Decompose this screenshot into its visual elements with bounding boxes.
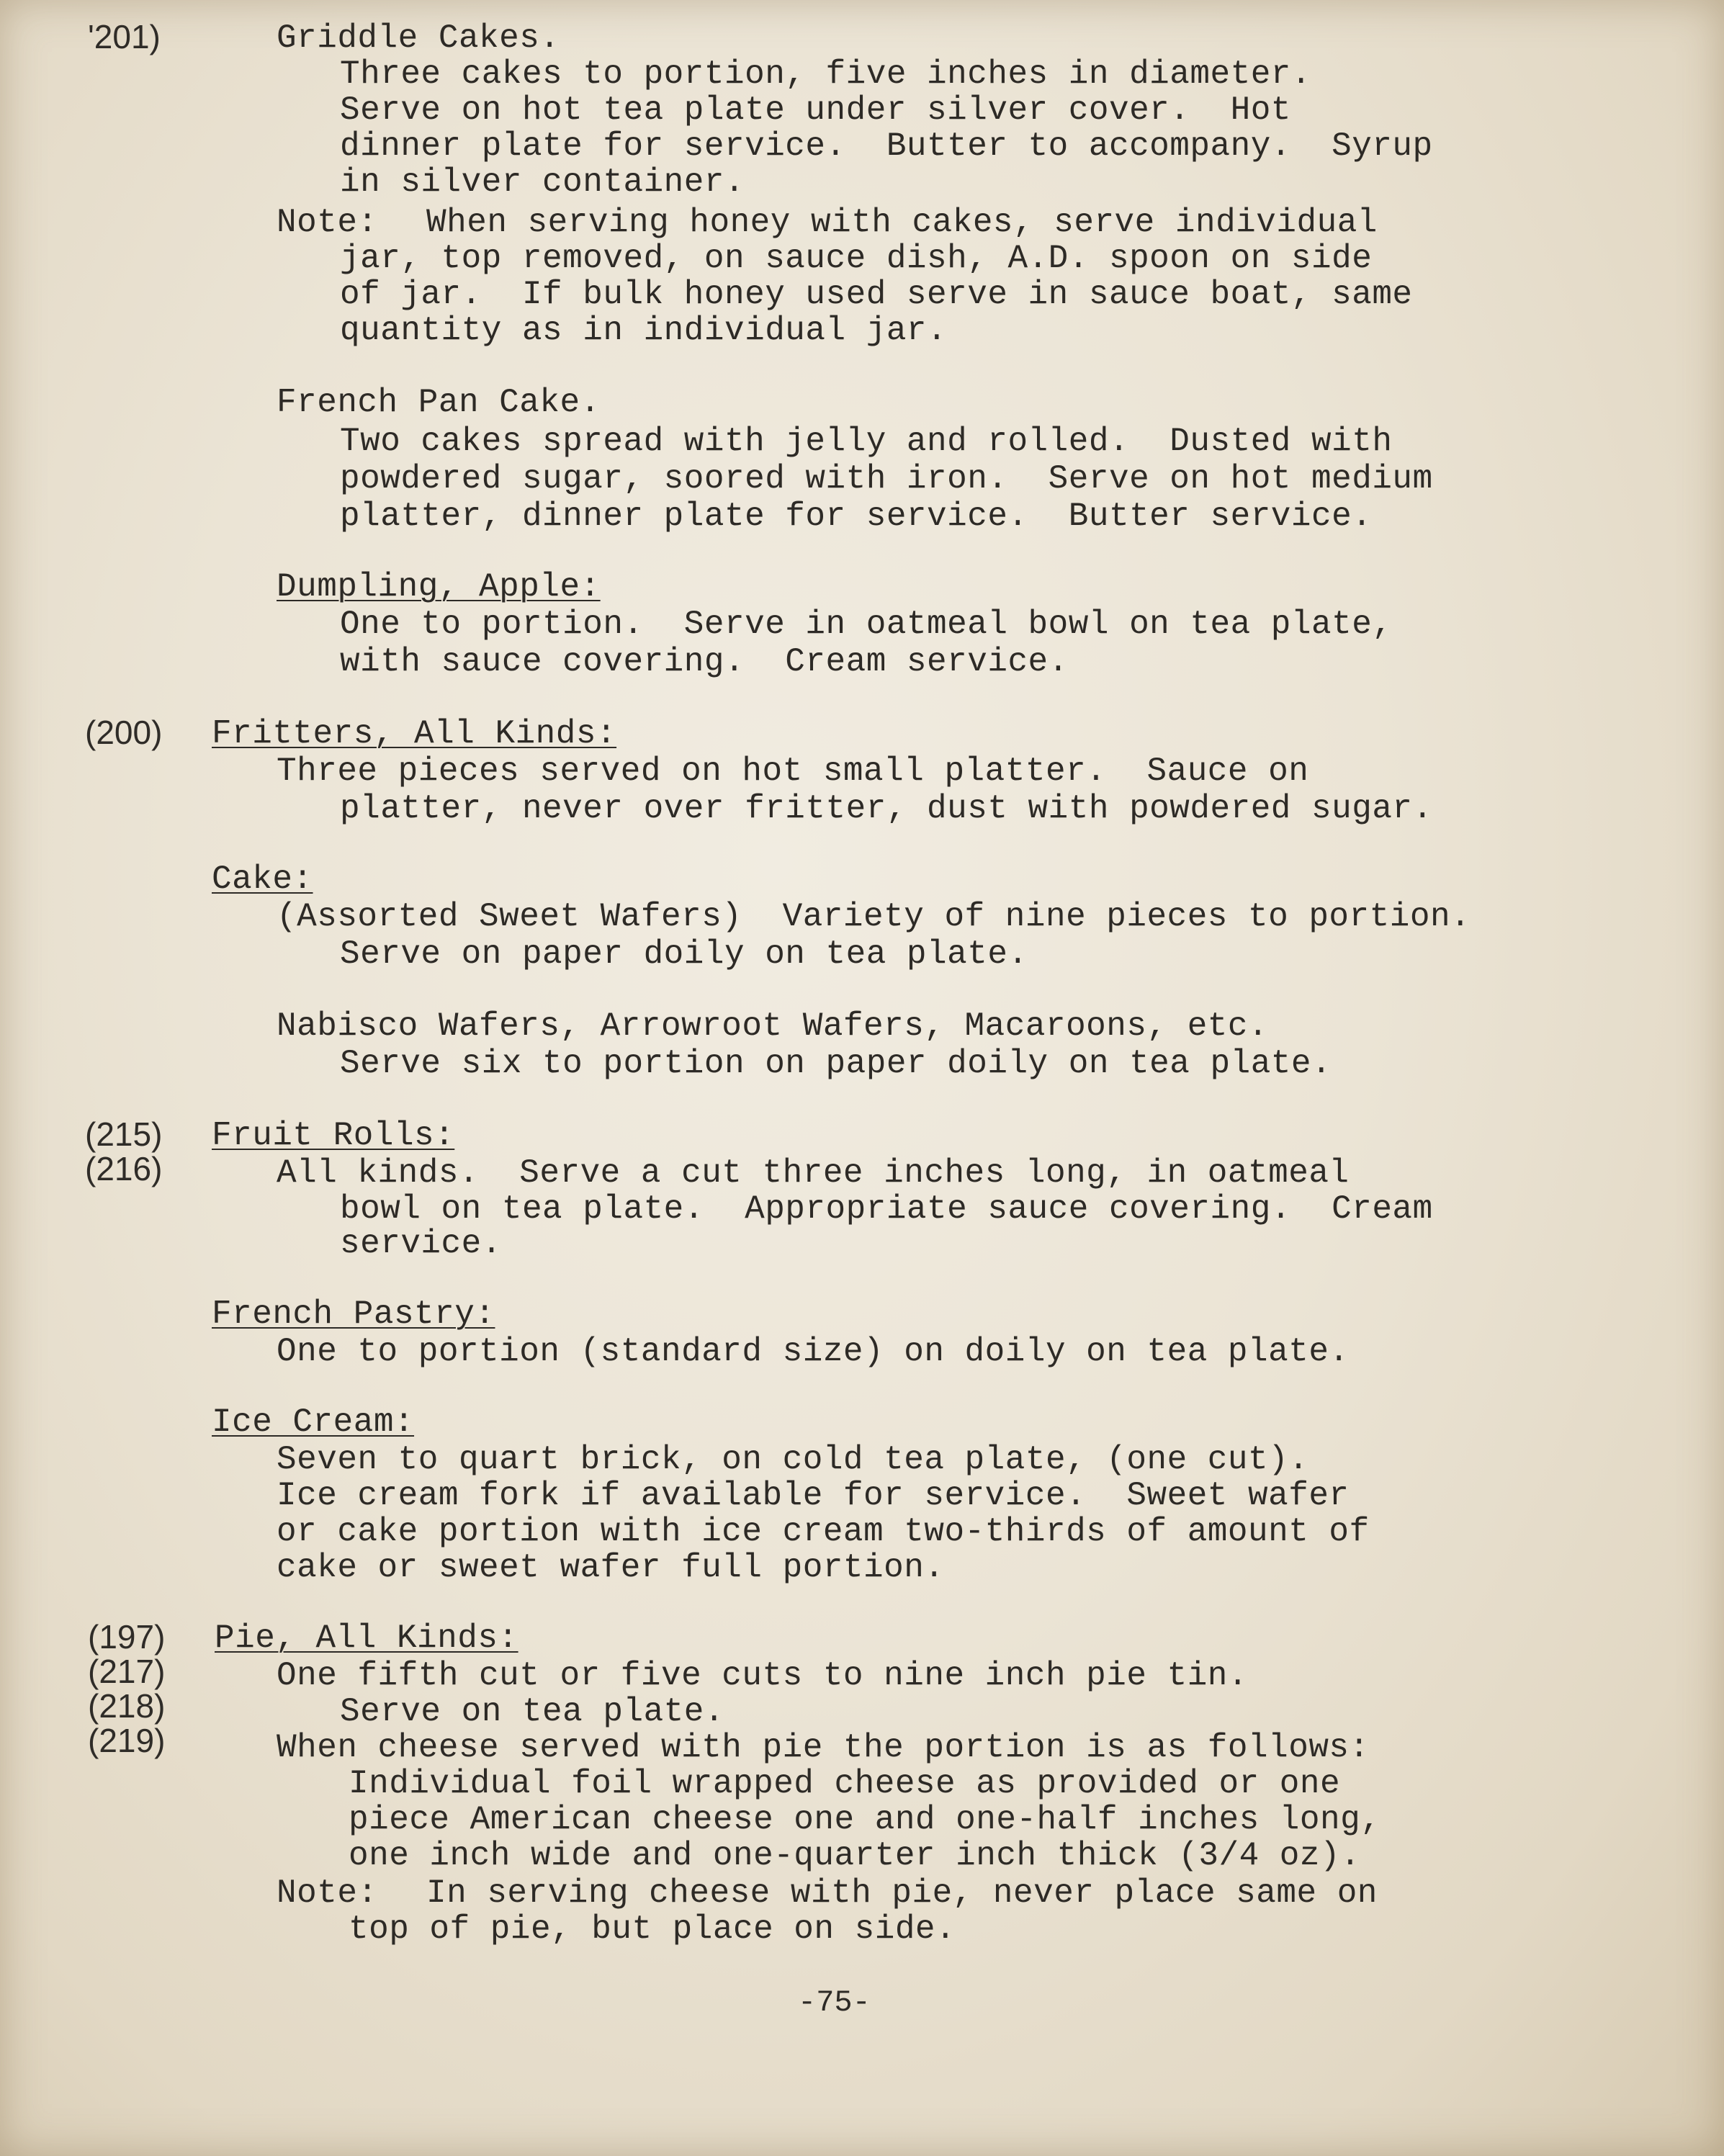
body-line: Three pieces served on hot small platter. Sauce on bbox=[277, 753, 1309, 790]
body-line: platter, never over fritter, dust with powdered sugar. bbox=[340, 790, 1433, 827]
reference-number: (215) bbox=[85, 1115, 163, 1153]
page-number: -75- bbox=[798, 1985, 871, 2020]
body-line: Seven to quart brick, on cold tea plate, (one cut). bbox=[277, 1441, 1309, 1478]
section-heading-french-pan-cake: French Pan Cake. bbox=[277, 384, 601, 421]
body-line: service. bbox=[340, 1225, 502, 1262]
note-label: Note: bbox=[277, 1874, 378, 1912]
body-line: When cheese served with pie the portion is as follows: bbox=[277, 1729, 1370, 1766]
body-line: bowl on tea plate. Appropriate sauce covering. Cream bbox=[340, 1190, 1433, 1228]
reference-number: (217) bbox=[88, 1653, 166, 1690]
body-line: All kinds. Serve a cut three inches long, in oatmeal bbox=[277, 1154, 1350, 1192]
body-line: One fifth cut or five cuts to nine inch pie tin. bbox=[277, 1657, 1249, 1694]
body-line: Two cakes spread with jelly and rolled. Dusted with bbox=[340, 423, 1393, 460]
note-line: In serving cheese with pie, never place same on bbox=[426, 1874, 1378, 1912]
body-line: with sauce covering. Cream service. bbox=[340, 643, 1069, 681]
body-line: platter, dinner plate for service. Butter service. bbox=[340, 498, 1373, 535]
note-line: When serving honey with cakes, serve individual bbox=[426, 204, 1378, 241]
section-heading-ice-cream: Ice Cream: bbox=[212, 1403, 415, 1441]
reference-number: (219) bbox=[88, 1722, 166, 1759]
note-line: quantity as in individual jar. bbox=[340, 312, 948, 349]
body-line: Serve on hot tea plate under silver cover. Hot bbox=[340, 91, 1291, 129]
body-line: Three cakes to portion, five inches in diameter. bbox=[340, 55, 1312, 93]
reference-number: (216) bbox=[85, 1150, 163, 1187]
reference-number: (218) bbox=[88, 1687, 166, 1725]
note-line: of jar. If bulk honey used serve in sauce boat, same bbox=[340, 276, 1413, 313]
section-heading-griddle-cakes: Griddle Cakes. bbox=[277, 19, 560, 57]
section-heading-dumpling-apple: Dumpling, Apple: bbox=[277, 568, 601, 606]
body-line: in silver container. bbox=[340, 163, 745, 201]
section-heading-cake: Cake: bbox=[212, 861, 313, 898]
body-line: one inch wide and one-quarter inch thick (3/4 oz). bbox=[349, 1837, 1361, 1874]
note-label: Note: bbox=[277, 204, 378, 241]
section-heading-fruit-rolls: Fruit Rolls: bbox=[212, 1117, 455, 1154]
body-line: Individual foil wrapped cheese as provided or one bbox=[349, 1765, 1341, 1802]
reference-number: (197) bbox=[88, 1618, 166, 1656]
reference-number: '201) bbox=[88, 18, 161, 55]
section-heading-fritters: Fritters, All Kinds: bbox=[212, 715, 617, 753]
section-heading-pie: Pie, All Kinds: bbox=[215, 1620, 518, 1657]
body-line: (Assorted Sweet Wafers) Variety of nine pieces to portion. bbox=[277, 898, 1471, 935]
body-line: piece American cheese one and one-half inches long, bbox=[349, 1801, 1381, 1838]
body-line: One to portion. Serve in oatmeal bowl on tea plate, bbox=[340, 606, 1393, 643]
note-line: jar, top removed, on sauce dish, A.D. spoon on side bbox=[340, 240, 1373, 277]
body-line: or cake portion with ice cream two-thirds of amount of bbox=[277, 1513, 1370, 1550]
body-line: Nabisco Wafers, Arrowroot Wafers, Macaroons, etc. bbox=[277, 1007, 1269, 1045]
body-line: One to portion (standard size) on doily on tea plate. bbox=[277, 1333, 1350, 1370]
body-line: Serve six to portion on paper doily on tea plate. bbox=[340, 1045, 1332, 1082]
section-heading-french-pastry: French Pastry: bbox=[212, 1295, 495, 1333]
body-line: powdered sugar, soored with iron. Serve on hot medium bbox=[340, 460, 1433, 498]
body-line: dinner plate for service. Butter to accompany. Syrup bbox=[340, 127, 1433, 165]
body-line: cake or sweet wafer full portion. bbox=[277, 1549, 945, 1586]
body-line: Serve on paper doily on tea plate. bbox=[340, 935, 1028, 973]
note-line: top of pie, but place on side. bbox=[349, 1910, 956, 1948]
body-line: Serve on tea plate. bbox=[340, 1693, 724, 1730]
body-line: Ice cream fork if available for service. Sweet wafer bbox=[277, 1477, 1350, 1514]
reference-number: (200) bbox=[85, 714, 163, 751]
